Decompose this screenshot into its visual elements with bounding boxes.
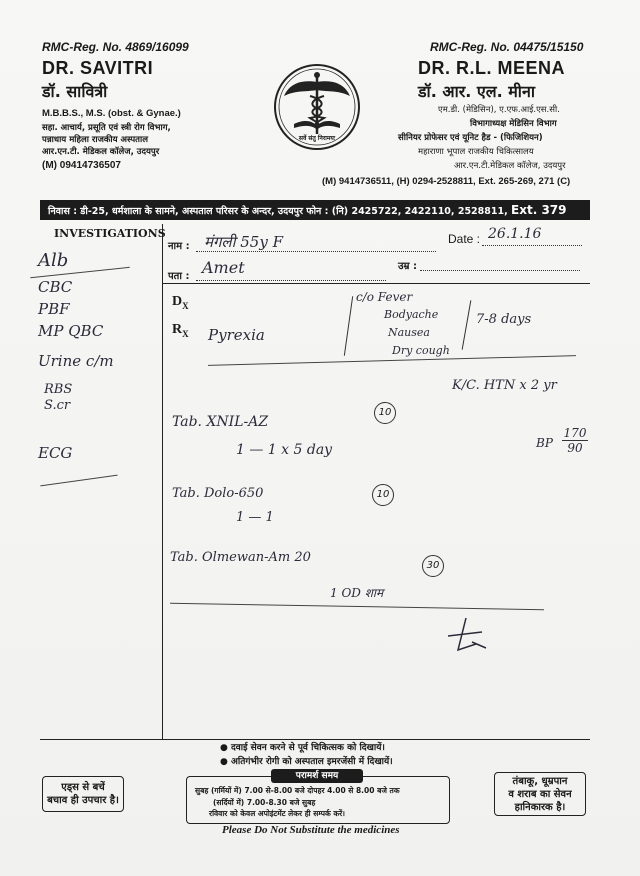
complaint: Pyrexia bbox=[208, 326, 265, 344]
medicine-dose: 1 — 1 x 5 day bbox=[236, 442, 333, 458]
right-doctor-line-5: आर.एन.टी.मेडिकल कॉलेज, उदयपुर bbox=[454, 161, 566, 171]
right-doctor-phones: (M) 9414736511, (H) 0294-2528811, Ext. 265-269, 271 (C) bbox=[322, 176, 571, 187]
header-divider bbox=[162, 283, 590, 284]
footer-note-text: अतिगंभीर रोगी को अस्पताल इमरजेंसी में दिखायें। bbox=[231, 757, 393, 767]
medicine-name: Tab. Olmewan-Am 20 bbox=[170, 550, 311, 565]
left-reg-number: RMC-Reg. No. 4869/16099 bbox=[42, 40, 189, 54]
left-doctor-line-1: सहा. आचार्य, प्रसूति एवं स्त्री रोग विभाग, bbox=[42, 123, 171, 133]
address-label: पता : bbox=[168, 271, 190, 282]
investigation-item: ECG bbox=[38, 444, 73, 462]
right-doctor-name-hindi: डॉ. आर. एल. मीना bbox=[418, 82, 535, 101]
medicine-qty: 30 bbox=[422, 555, 444, 577]
medicine-dose: 1 — 1 bbox=[236, 510, 274, 525]
investigation-item: MP QBC bbox=[38, 322, 104, 340]
consultation-time-line-2: (सर्दियों में) 7.00-8.30 बजे सुबह bbox=[213, 798, 316, 807]
date-label: Date : bbox=[448, 232, 481, 246]
left-doctor-name: DR. SAVITRI bbox=[42, 58, 154, 78]
doctor-signature bbox=[442, 614, 492, 654]
consultation-time-title: परामर्श समय bbox=[271, 769, 363, 783]
address-extension: Ext. 379 bbox=[511, 203, 567, 217]
left-doctor-line-2: पन्नाधाय महिला राजकीय अस्पताल bbox=[42, 135, 148, 145]
footer-note-2: ● अतिगंभीर रोगी को अस्पताल इमरजेंसी में दिखायें। bbox=[220, 757, 393, 767]
rx-letter: R bbox=[172, 322, 183, 337]
symptom: c/o Fever bbox=[356, 290, 413, 304]
investigation-item: CBC bbox=[38, 278, 73, 296]
footer-note-1: ● दवाई सेवन करने से पूर्व चिकित्सक को दिखायें। bbox=[220, 743, 385, 753]
right-doctor-line-4: महाराणा भूपाल राजकीय चिकित्सालय bbox=[418, 147, 534, 157]
bp-label: BP bbox=[536, 436, 553, 450]
duration-bracket bbox=[462, 300, 472, 349]
left-doctor-name-hindi: डॉ. सावित्री bbox=[42, 82, 108, 101]
investigation-underline bbox=[40, 475, 117, 487]
right-doctor-line-3: सीनियर प्रोफेसर एवं यूनिट हैड - (फिजिशियन) bbox=[398, 133, 543, 143]
aids-line-2: बचाव ही उपचार है। bbox=[47, 795, 119, 806]
footer-note-text: दवाई सेवन करने से पूर्व चिकित्सक को दिखायें। bbox=[231, 743, 385, 753]
prescription-end-line bbox=[170, 603, 544, 611]
right-reg-number: RMC-Reg. No. 04475/15150 bbox=[430, 40, 584, 54]
consultation-time-line-3: रविवार को केवल अपोइंटमेंट लेकर ही सम्पर्क करें। bbox=[209, 809, 346, 818]
medicine-dose: 1 OD शाम bbox=[330, 586, 384, 600]
dx-sub: X bbox=[182, 300, 189, 311]
left-doctor-qualification: M.B.B.S., M.S. (obst. & Gynae.) bbox=[42, 108, 181, 119]
logo-motto: सर्वे संतु निरामयः bbox=[298, 135, 336, 142]
caduceus-logo bbox=[272, 62, 362, 152]
date-line bbox=[482, 245, 582, 246]
consultation-time-line-1: सुबह (गर्मियों में) 7.00 से-8.00 बजे दोपहर 4.00 से 8.00 बजे तक bbox=[195, 786, 400, 795]
duration: 7-8 days bbox=[476, 312, 532, 327]
investigation-item: Alb bbox=[38, 250, 69, 271]
medicine-name: Tab. XNIL-AZ bbox=[172, 414, 269, 430]
age-line bbox=[420, 270, 580, 271]
patient-address: Amet bbox=[202, 258, 245, 277]
symptoms-bracket bbox=[344, 296, 353, 356]
bp-diastolic: 90 bbox=[567, 441, 583, 455]
tobacco-line-2: व शराब का सेवन bbox=[508, 789, 572, 800]
dx-letter: D bbox=[172, 294, 183, 309]
symptom: Nausea bbox=[388, 326, 430, 339]
left-doctor-mobile: (M) 09414736507 bbox=[42, 160, 121, 171]
address-text: निवास : डी-25, धर्मशाला के सामने, अस्पताल परिसर के अन्दर, उदयपुर फोन : (नि) 2425722, 2422110, 2528811, bbox=[48, 206, 508, 217]
investigation-item: RBS bbox=[44, 382, 73, 397]
dx-symbol bbox=[172, 294, 189, 311]
tobacco-line-3: हानिकारक है। bbox=[514, 802, 566, 813]
residence-address-bar bbox=[40, 200, 590, 220]
rx-symbol bbox=[172, 322, 189, 339]
aids-awareness-box bbox=[42, 776, 124, 812]
history: K/C. HTN x 2 yr bbox=[452, 378, 557, 393]
investigations-heading: INVESTIGATIONS bbox=[54, 227, 166, 240]
age-label: उम्र : bbox=[398, 261, 417, 272]
left-doctor-line-3: आर.एन.टी. मेडिकल कॉलेज, उदयपुर bbox=[42, 147, 160, 157]
no-substitute-note: Please Do Not Substitute the medicines bbox=[222, 824, 400, 836]
bp-systolic: 170 bbox=[563, 426, 587, 440]
date-value: 26.1.16 bbox=[488, 226, 542, 242]
aids-line-1: एड्स से बचें bbox=[61, 782, 105, 793]
tobacco-warning-box bbox=[494, 772, 586, 816]
bp-value bbox=[562, 426, 588, 455]
name-label: नाम : bbox=[168, 241, 190, 252]
address-line bbox=[196, 280, 386, 281]
symptom: Bodyache bbox=[384, 308, 439, 321]
consultation-time-box bbox=[186, 771, 450, 824]
medicine-qty: 10 bbox=[374, 402, 396, 424]
symptom: Dry cough bbox=[392, 344, 450, 357]
rx-sub: X bbox=[182, 328, 189, 339]
right-doctor-line-1: एम.डी. (मेडिसिन), ए.एफ.आई.एस.सी. bbox=[438, 105, 560, 115]
medicine-name: Tab. Dolo-650 bbox=[172, 486, 264, 501]
right-doctor-line-2: विभागाध्यक्ष मेडिसिन विभाग bbox=[470, 119, 557, 129]
tobacco-line-1: तंबाकू, धूम्रपान bbox=[512, 776, 568, 787]
medicine-qty: 10 bbox=[372, 484, 394, 506]
investigation-item: Urine c/m bbox=[38, 352, 114, 370]
column-divider bbox=[162, 224, 163, 739]
patient-name: मंगली 55y F bbox=[204, 233, 283, 251]
investigation-item: S.cr bbox=[44, 398, 71, 413]
investigation-item: PBF bbox=[38, 300, 70, 318]
right-doctor-name: DR. R.L. MEENA bbox=[418, 58, 566, 78]
